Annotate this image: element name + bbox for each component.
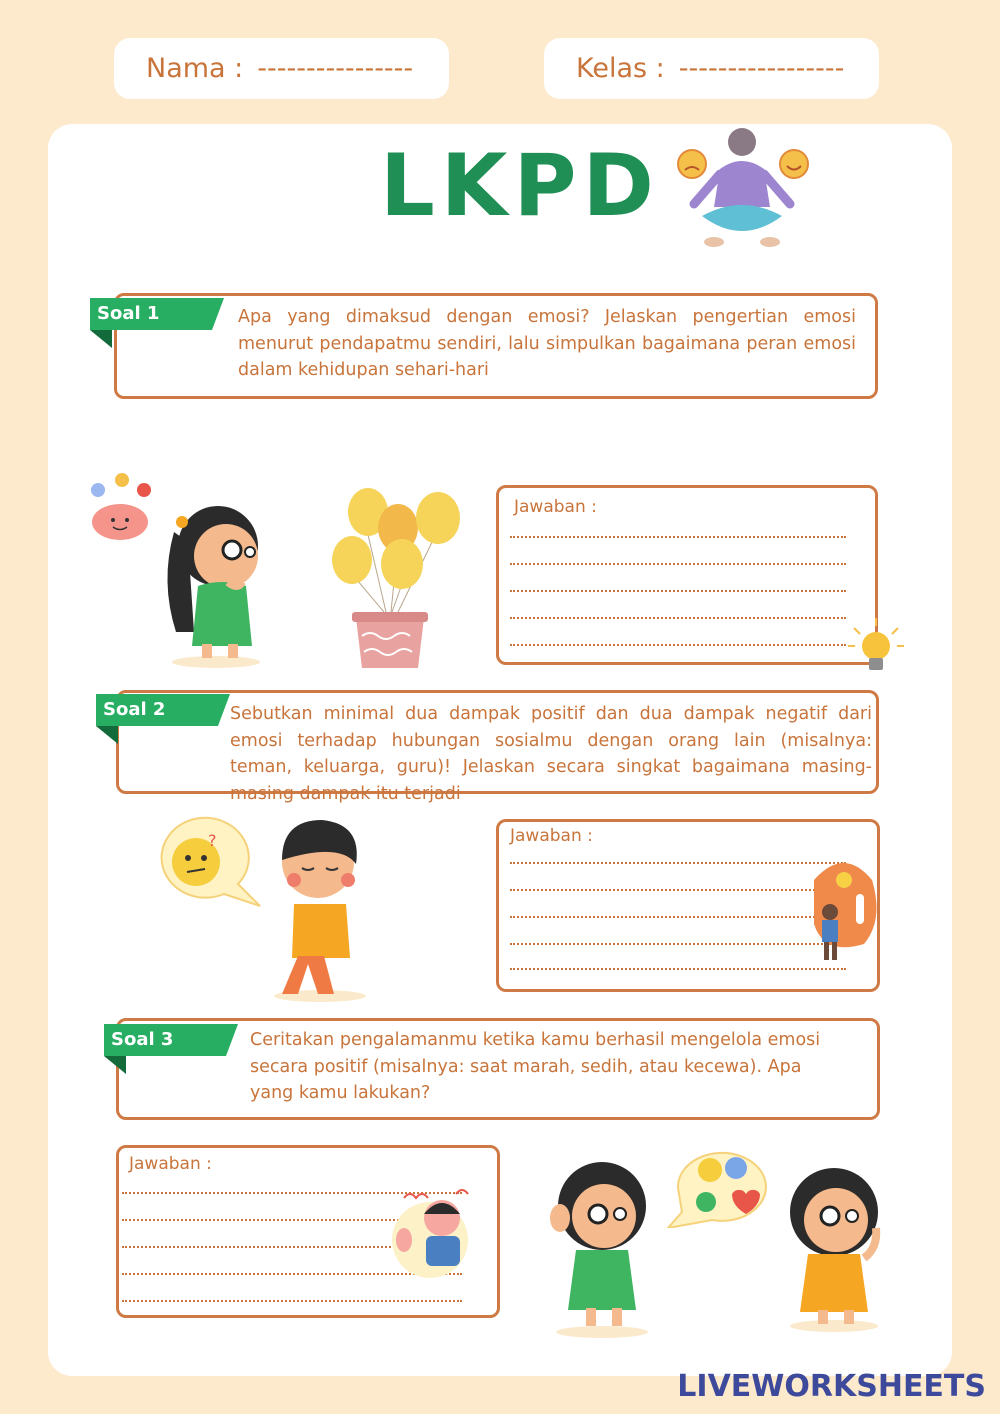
answer-3-label: Jawaban : [129, 1154, 212, 1174]
answer-1-line[interactable] [510, 644, 846, 646]
answer-2-line[interactable] [510, 889, 846, 891]
name-label: Nama : [146, 53, 244, 84]
girl-hand-on-head-illustration [540, 1160, 660, 1340]
class-label: Kelas : [576, 53, 665, 84]
name-blank[interactable]: ---------------- [257, 53, 414, 84]
question-1-text: Apa yang dimaksud dengan emosi? Jelaskan pengertian emosi menurut pendapatmu sendiri, lalu simpulkan bagaimana peran emosi dalam kehidupan sehari-hari [238, 307, 856, 380]
angry-boy-illustration [384, 1184, 480, 1280]
thinking-girl-orange-illustration [774, 1166, 894, 1334]
positive-emoji-bubble-illustration [666, 1148, 774, 1228]
sad-boy-illustration [268, 820, 378, 1004]
question-3-tag: Soal 3 [104, 1024, 238, 1056]
thinking-girl-illustration [154, 502, 274, 670]
page-title: LKPD [380, 136, 660, 236]
answer-1-line[interactable] [510, 536, 846, 538]
question-2-tag: Soal 2 [96, 694, 230, 726]
class-field[interactable] [544, 38, 879, 99]
answer-2-line[interactable] [510, 943, 846, 945]
liveworksheets-logo-text: LIVEWORKSHEETS [677, 1369, 986, 1404]
answer-1-line[interactable] [510, 563, 846, 565]
answer-1-line[interactable] [510, 590, 846, 592]
balloon-pot-illustration [326, 482, 466, 674]
svg-text:?: ? [208, 831, 217, 850]
answer-2-line[interactable] [510, 862, 846, 864]
answer-2-label: Jawaban : [510, 826, 593, 846]
brain-emoji-illustration [86, 470, 156, 542]
lightbulb-icon [846, 616, 906, 678]
hot-weather-kid-illustration [804, 860, 878, 962]
answer-1-line[interactable] [510, 617, 846, 619]
answer-2-line[interactable] [510, 916, 846, 918]
name-field[interactable] [114, 38, 449, 99]
question-2-text: Sebutkan minimal dua dampak positif dan dua dampak negatif dari emosi terhadap hubungan sosialmu dengan orang lain (misalnya: teman, keluarga, guru)! Jelaskan secara singkat bagaimana masing-masing dampak itu terjadi [230, 704, 872, 804]
question-1-tag: Soal 1 [90, 298, 224, 330]
answer-3-line[interactable] [122, 1300, 462, 1302]
liveworksheets-logo [677, 1369, 986, 1404]
answer-2-line[interactable] [510, 968, 846, 970]
class-blank[interactable]: ----------------- [678, 53, 845, 84]
answer-1-label: Jawaban : [514, 497, 597, 517]
confused-speech-bubble-illustration [146, 812, 262, 912]
meditation-illustration [672, 124, 812, 256]
question-3-text: Ceritakan pengalamanmu ketika kamu berhasil mengelola emosi secara positif (misalnya: saat marah, sedih, atau kecewa). Apa yang kamu lakukan? [250, 1030, 821, 1103]
